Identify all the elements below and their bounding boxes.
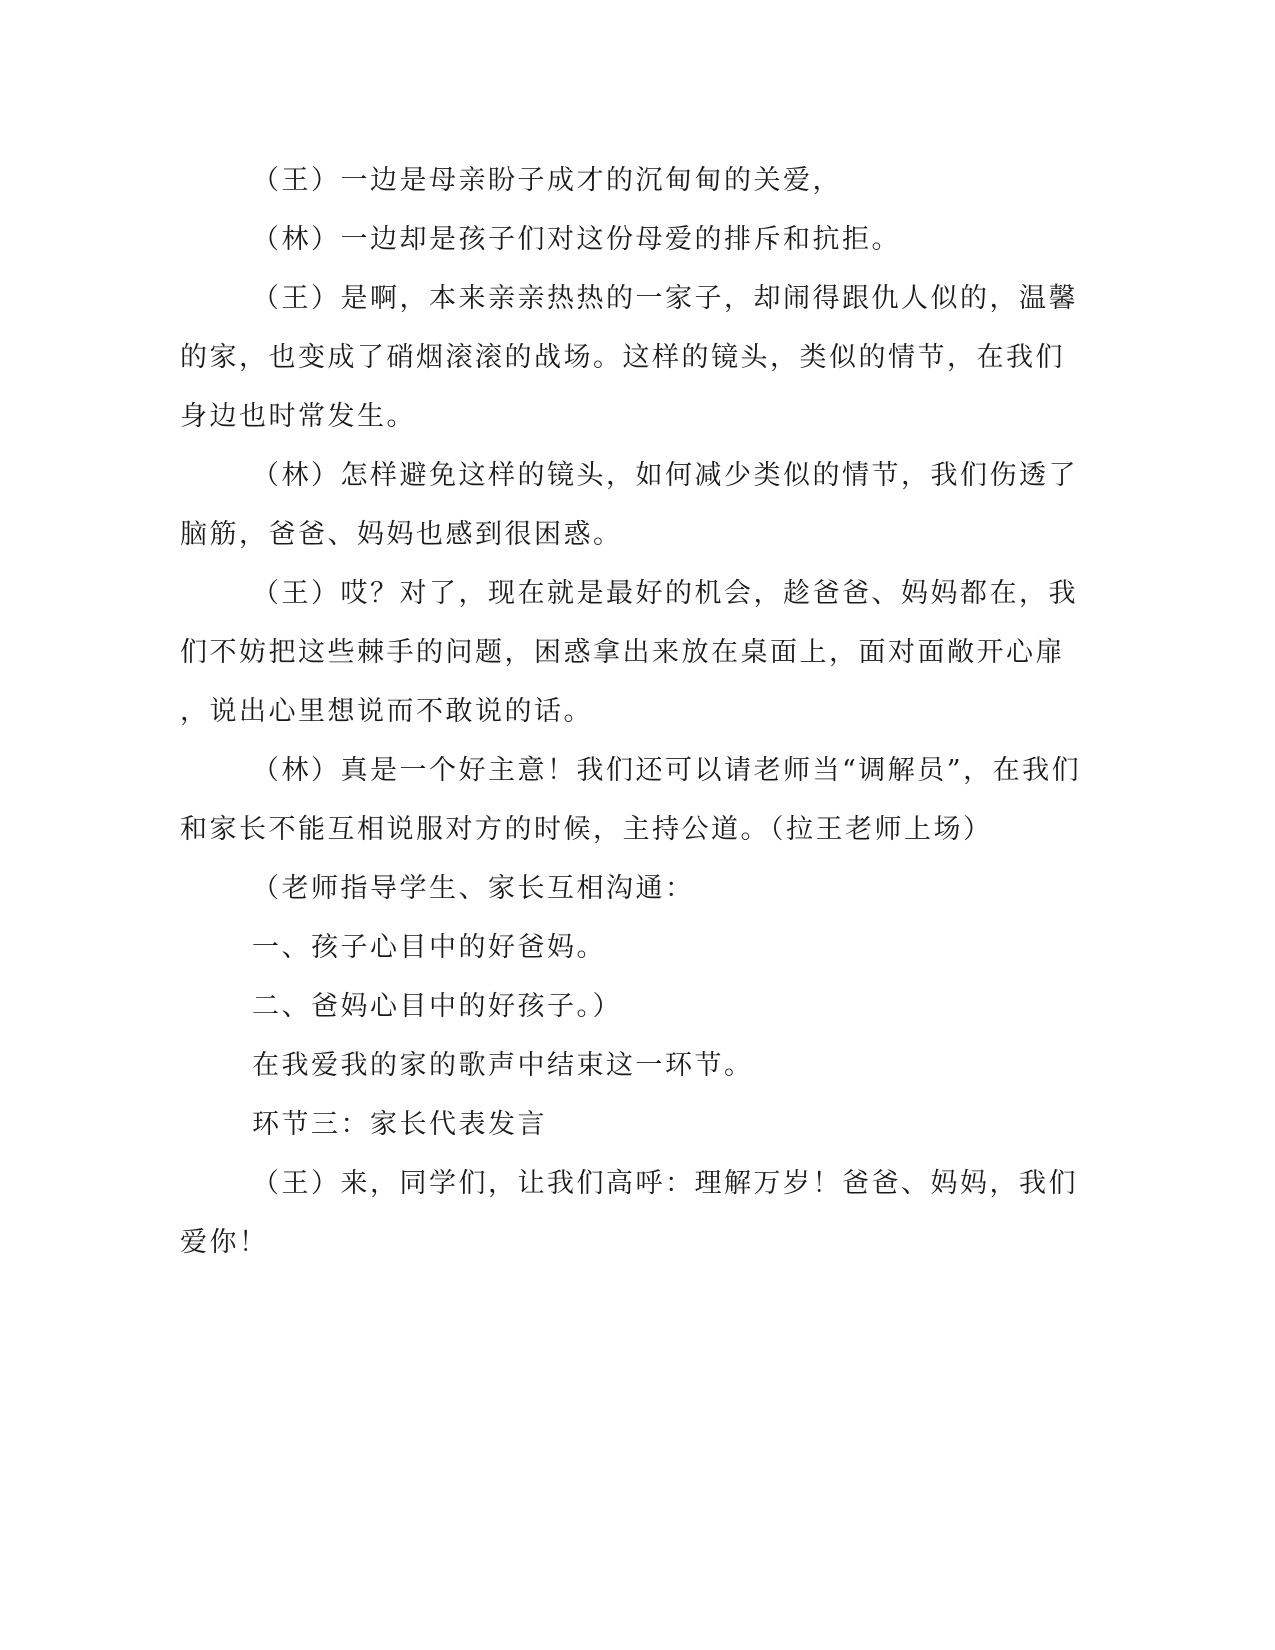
dialogue-line: 的家，也变成了硝烟滚滚的战场。这样的镜头，类似的情节，在我们: [180, 342, 1065, 373]
stage-direction-line: （老师指导学生、家长互相沟通：: [252, 873, 695, 904]
dialogue-line: （王）一边是母亲盼子成才的沉甸甸的关爱，: [252, 165, 842, 196]
dialogue-line: （王）是啊，本来亲亲热热的一家子，却闹得跟仇人似的，温馨: [252, 283, 1078, 314]
dialogue-line: 和家长不能互相说服对方的时候，主持公道。（拉王老师上场）: [180, 814, 993, 845]
dialogue-line: 爱你！: [180, 1227, 269, 1258]
dialogue-line: （王）来，同学们，让我们高呼：理解万岁！爸爸、妈妈，我们: [252, 1168, 1078, 1199]
list-item: 一、孩子心目中的好爸妈。: [252, 932, 606, 963]
dialogue-line: 身边也时常发生。: [180, 401, 416, 432]
section-heading: 环节三：家长代表发言: [252, 1109, 547, 1140]
list-item: 二、爸妈心目中的好孩子。）: [252, 991, 622, 1022]
dialogue-line: ，说出心里想说而不敢说的话。: [180, 696, 593, 727]
dialogue-line: （林）怎样避免这样的镜头，如何减少类似的情节，我们伤透了: [252, 460, 1078, 491]
dialogue-line: （王）哎？对了，现在就是最好的机会，趁爸爸、妈妈都在，我: [252, 578, 1078, 609]
dialogue-line: （林）一边却是孩子们对这份母爱的排斥和抗拒。: [252, 224, 901, 255]
dialogue-line: （林）真是一个好主意！我们还可以请老师当“调解员”，在我们: [252, 755, 1082, 786]
dialogue-line: 们不妨把这些棘手的问题，困惑拿出来放在桌面上，面对面敞开心扉: [180, 637, 1065, 668]
paragraph-line: 在我爱我的家的歌声中结束这一环节。: [252, 1050, 754, 1081]
dialogue-line: 脑筋，爸爸、妈妈也感到很困惑。: [180, 519, 623, 550]
